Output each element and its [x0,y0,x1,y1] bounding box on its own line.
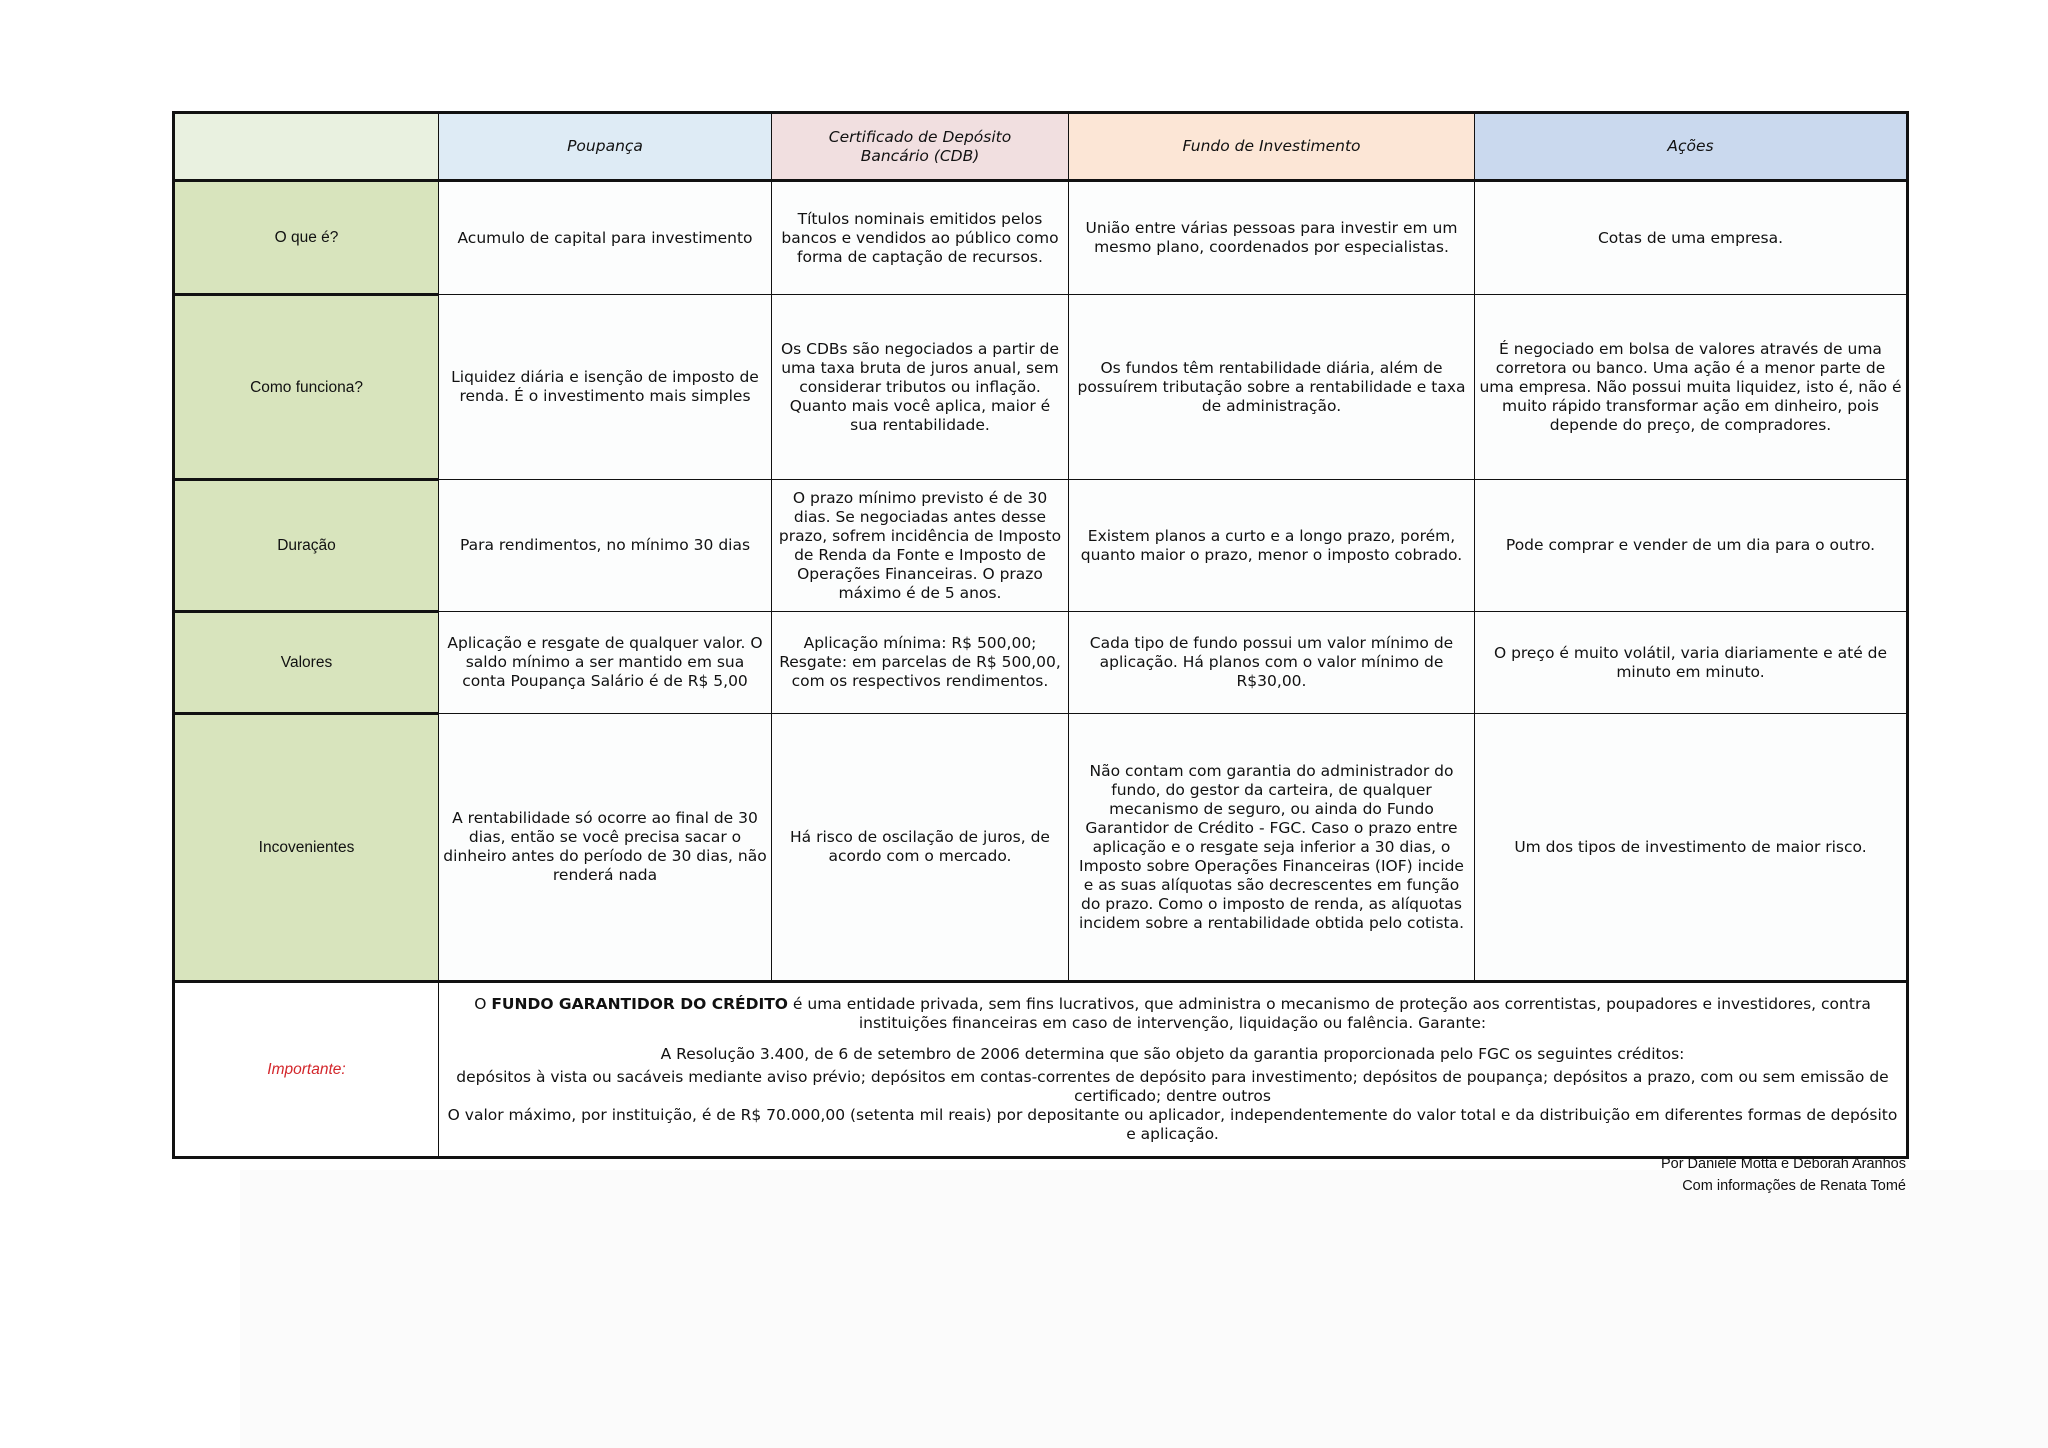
header-fundo: Fundo de Investimento [1069,113,1475,181]
importante-label: Importante: [174,982,439,1158]
header-row [174,113,1908,181]
cell-cdb: Há risco de oscilação de juros, de acordo com o mercado. [772,714,1069,982]
cell-cdb: Títulos nominais emitidos pelos bancos e vendidos ao público como forma de captação de recursos. [772,181,1069,295]
credit-authors: Por Daniele Motta e Déborah Aranhos [1660,1156,1906,1172]
header-cdb [772,113,1069,181]
importante-row [174,982,1908,1158]
cell-acoes: Pode comprar e vender de um dia para o outro. [1475,480,1908,612]
corner-header-cell [174,113,439,181]
credit-sources: Com informações de Renata Tomé [1682,1178,1906,1194]
header-acoes: Ações [1475,113,1908,181]
cell-acoes: Cotas de uma empresa. [1475,181,1908,295]
importante-paragraph-2: A Resolução 3.400, de 6 de setembro de 2006 determina que são objeto da garantia proporcionada pelo FGC os seguintes créditos: [660,1045,1685,1063]
row-label: O que é? [174,181,439,295]
table-row [174,181,1908,295]
cell-fundo: Não contam com garantia do administrador do fundo, do gestor da carteira, de qualquer mecanismo de seguro, ou ainda do Fundo Garantidor de Crédito - FGC. Caso o prazo entre aplicação e o resgate seja inferior a 30 dias, o Imposto sobre Operações Financeiras (IOF) incide e as suas alíquotas são decrescentes em função do prazo. Como o imposto de renda, as alíquotas incidem sobre a rentabilidade obtida pelo cotista. [1069,714,1475,982]
background-strip [240,1170,2048,1448]
cell-poupanca: Liquidez diária e isenção de imposto de renda. É o investimento mais simples [439,295,772,480]
table-row [174,480,1908,612]
cell-poupanca: Para rendimentos, no mínimo 30 dias [439,480,772,612]
importante-p1-prefix: O [474,995,492,1013]
cell-cdb: O prazo mínimo previsto é de 30 dias. Se negociadas antes desse prazo, sofrem incidência de Imposto de Renda da Fonte e Imposto de Operações Financeiras. O prazo máximo é de 5 anos. [772,480,1069,612]
fgc-bold-text: FUNDO GARANTIDOR DO CRÉDITO [491,995,788,1013]
header-cdb-line1: Certificado de Depósito [828,127,1012,146]
importante-paragraph-3: depósitos à vista ou sacáveis mediante aviso prévio; depósitos em contas-correntes de depósito para investimento; depósitos de poupança; depósitos a prazo, com ou sem emissão de certificado; dentre outros [456,1068,1889,1105]
cell-cdb: Os CDBs são negociados a partir de uma taxa bruta de juros anual, sem considerar tributos ou inflação. Quanto mais você aplica, maior é sua rentabilidade. [772,295,1069,480]
cell-fundo: Existem planos a curto e a longo prazo, porém, quanto maior o prazo, menor o imposto cobrado. [1069,480,1475,612]
importante-body [439,982,1908,1158]
header-cdb-line2: Bancário (CDB) [860,146,980,165]
importante-p1-rest: é uma entidade privada, sem fins lucrativos, que administra o mecanismo de proteção aos correntistas, poupadores e investidores, contra instituições financeiras em caso de intervenção, liquidação ou falência. Garante: [787,995,1871,1032]
row-label: Como funciona? [174,295,439,480]
cell-acoes: O preço é muito volátil, varia diariamente e até de minuto em minuto. [1475,612,1908,714]
cell-fundo: União entre várias pessoas para investir em um mesmo plano, coordenados por especialistas. [1069,181,1475,295]
cell-fundo: Cada tipo de fundo possui um valor mínimo de aplicação. Há planos com o valor mínimo de R$30,00. [1069,612,1475,714]
cell-poupanca: Acumulo de capital para investimento [439,181,772,295]
row-label: Duração [174,480,439,612]
header-poupanca: Poupança [439,113,772,181]
cell-fundo: Os fundos têm rentabilidade diária, além de possuírem tributação sobre a rentabilidade e taxa de administração. [1069,295,1475,480]
importante-paragraph-4: O valor máximo, por instituição, é de R$ 70.000,00 (setenta mil reais) por depositante ou aplicador, independentemente do valor total e da distribuição em diferentes formas de depósito e aplicação. [447,1106,1898,1143]
cell-acoes: É negociado em bolsa de valores através de uma corretora ou banco. Uma ação é a menor parte de uma empresa. Não possui muita liquidez, isto é, não é muito rápido transformar ação em dinheiro, pois depende do preço, de compradores. [1475,295,1908,480]
cell-acoes: Um dos tipos de investimento de maior risco. [1475,714,1908,982]
row-label: Incovenientes [174,714,439,982]
table-row [174,714,1908,982]
importante-paragraph-1 [443,995,1902,1033]
table-row [174,295,1908,480]
cell-cdb: Aplicação mínima: R$ 500,00; Resgate: em parcelas de R$ 500,00, com os respectivos rendimentos. [772,612,1069,714]
row-label: Valores [174,612,439,714]
table-row [174,612,1908,714]
cell-poupanca: A rentabilidade só ocorre ao final de 30 dias, então se você precisa sacar o dinheiro antes do período de 30 dias, não renderá nada [439,714,772,982]
investment-comparison-table [172,111,1909,1159]
cell-poupanca: Aplicação e resgate de qualquer valor. O saldo mínimo a ser mantido em sua conta Poupança Salário é de R$ 5,00 [439,612,772,714]
